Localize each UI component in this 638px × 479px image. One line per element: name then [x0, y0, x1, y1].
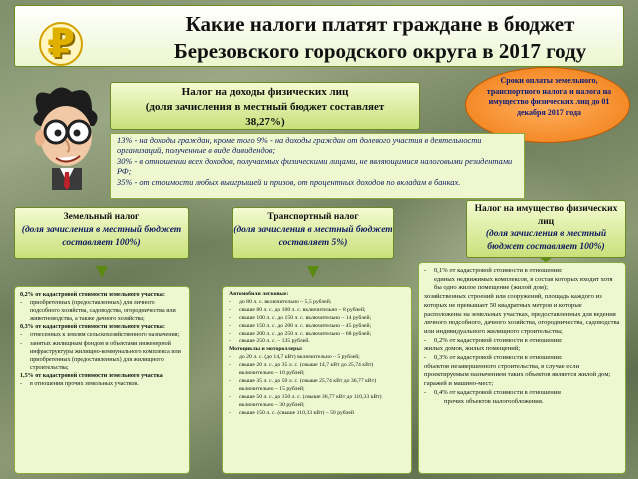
rate-line: 35% - от стоимости любых выигрышей и призов, от процентных доходов по вкладам в банках. — [117, 177, 461, 187]
list-item: - свыше 100 л. с. до 150 л. с. включительно – 14 рублей; — [229, 314, 372, 321]
list-item: жилых домов, жилых помещений; — [424, 345, 521, 353]
property-tax-rates-list — [418, 262, 626, 474]
payment-deadline-text: Сроки оплаты земельного, транспортного налога и налога на имущество физических лиц до 01 декабря 2017 года — [486, 76, 612, 117]
list-header: Мотоциклы и мотороллеры: — [229, 346, 303, 353]
list-item: - 0,2% от кадастровой стоимости в отношении: — [424, 336, 563, 344]
list-item: единых недвижимых комплексов, в состав которых входит хотя бы одно жилое помещение (жилой дом); — [434, 275, 613, 292]
list-item: гаражей и машино-мест; — [424, 380, 494, 388]
list-item: - свыше 50 л. с. до 150 л. с. (свыше 36,77 кВт до 110,33 кВт) включительно – 30 рублей; — [229, 393, 382, 408]
list-item: - свыше 80 л. с. до 100 л. с. включительно – 8 рублей; — [229, 306, 366, 313]
ruble-icon: ₽ — [37, 20, 85, 68]
rate-line: 30% - в отношении всех доходов, получаемых физическими лицами, не являющимися налоговыми резидентами РФ; — [117, 156, 513, 177]
list-item: - свыше 35 л. с. до 50 л. с. (свыше 25,74 кВт до 36,77 кВт) включительно – 15 рублей; — [229, 377, 377, 392]
list-item: - занятых жилищным фондом и объектами инженерной инфраструктуры жилищно-коммунального комплекса или приобретенных (предоставленных) для жилищного строительства; — [20, 340, 181, 371]
transport-tax-note: (доля зачисления в местный бюджет составляет 5%) — [233, 225, 393, 248]
land-tax-title: Земельный налог — [63, 212, 140, 222]
transport-tax-title: Транспортный налог — [267, 212, 359, 222]
list-item: 0,2% от кадастровой стоимости земельного участка: — [20, 292, 165, 298]
list-item: - свыше 150 л. с. до 200 л. с. включительно – 45 рублей; — [229, 322, 372, 329]
income-tax-header — [110, 82, 420, 130]
title-banner — [14, 5, 624, 67]
list-item: - свыше 20 л. с. до 35 л. с. (свыше 14,7 кВт до 25,74 кВт) включительно – 10 рублей; — [229, 362, 374, 377]
list-item: - отнесенных к землям сельскохозяйственного назначения; — [20, 332, 180, 339]
cartoon-man-with-glasses-icon — [20, 82, 110, 192]
income-tax-title: Налог на доходы физических лиц — [181, 86, 349, 98]
list-item: - 0,4% от кадастровой стоимости в отношении — [424, 388, 561, 396]
transport-tax-rates-list — [222, 286, 412, 474]
list-item: - в отношении прочих земельных участков. — [20, 381, 139, 388]
property-tax-title: Налог на имущество физических лиц — [474, 204, 618, 227]
list-item: - до 20 л. с. (до 14,7 кВт) включительно – 5 рублей; — [229, 354, 360, 361]
list-item: 1,5% от кадастровой стоимости земельного участка — [20, 372, 163, 379]
property-tax-header — [466, 200, 626, 258]
list-header: Автомобили легковые: — [229, 291, 289, 297]
page-title-line2: Березовского городского округа в 2017 году — [173, 39, 587, 63]
income-tax-note: (доля зачисления в местный бюджет составляет — [145, 101, 385, 113]
list-item: - приобретенных (предоставленных) для личного подсобного хозяйства, садоводства, огородничества или животноводства, а также дачного хозяйства; — [20, 300, 176, 323]
list-item: - свыше 250 л. с. – 135 рублей. — [229, 338, 310, 345]
list-item: прочих объектов налогообложения. — [444, 397, 544, 405]
land-tax-header — [14, 207, 189, 259]
income-tax-share: 38,27%) — [245, 116, 285, 128]
land-tax-note: (доля зачисления в местный бюджет составляет 100%) — [21, 225, 182, 248]
income-tax-rates — [110, 133, 525, 199]
arrow-down-icon — [307, 266, 319, 278]
list-item: - 0,1% от кадастровой стоимости в отношении: — [424, 267, 563, 274]
property-tax-note: (доля зачисления в местный бюджет составляет 100%) — [485, 229, 607, 252]
list-item: - до 80 л. с. включительно – 5,5 рублей; — [229, 298, 332, 305]
list-item: - 0,3% от кадастровой стоимости в отношении: — [424, 354, 563, 362]
list-item: - свыше 200 л. с. до 250 л. с. включительно – 68 рублей; — [229, 330, 372, 337]
page-title-line1: Какие налоги платят граждане в бюджет — [185, 12, 575, 36]
list-item: объектов незавершенного строительства, в случае если проектируемым назначением таких объектов является жилой дом; — [424, 362, 611, 379]
list-item: - свыше 150 л. с. (свыше 110,33 кВт) – 50 рублей — [229, 409, 354, 416]
arrow-down-icon — [96, 266, 108, 278]
transport-tax-header — [232, 207, 394, 259]
list-item: 0,3% от кадастровой стоимости земельного участка: — [20, 324, 165, 331]
payment-deadline-oval — [465, 67, 630, 143]
list-item: хозяйственных строений или сооружений, площадь каждого из которых не превышает 50 квадратных метров и которые расположены на земельных участках, предоставленных для ведения личного подсобного, дачного хозяйства, огородничества, садоводства или индивидуального жилищного строительства; — [424, 293, 620, 335]
rate-line: 13% - на доходы граждан, кроме того 9% - на доходы граждан от долевого участия в деятельности организаций, полученные в виде дивидендов; — [117, 136, 482, 156]
land-tax-rates-list — [14, 286, 190, 474]
